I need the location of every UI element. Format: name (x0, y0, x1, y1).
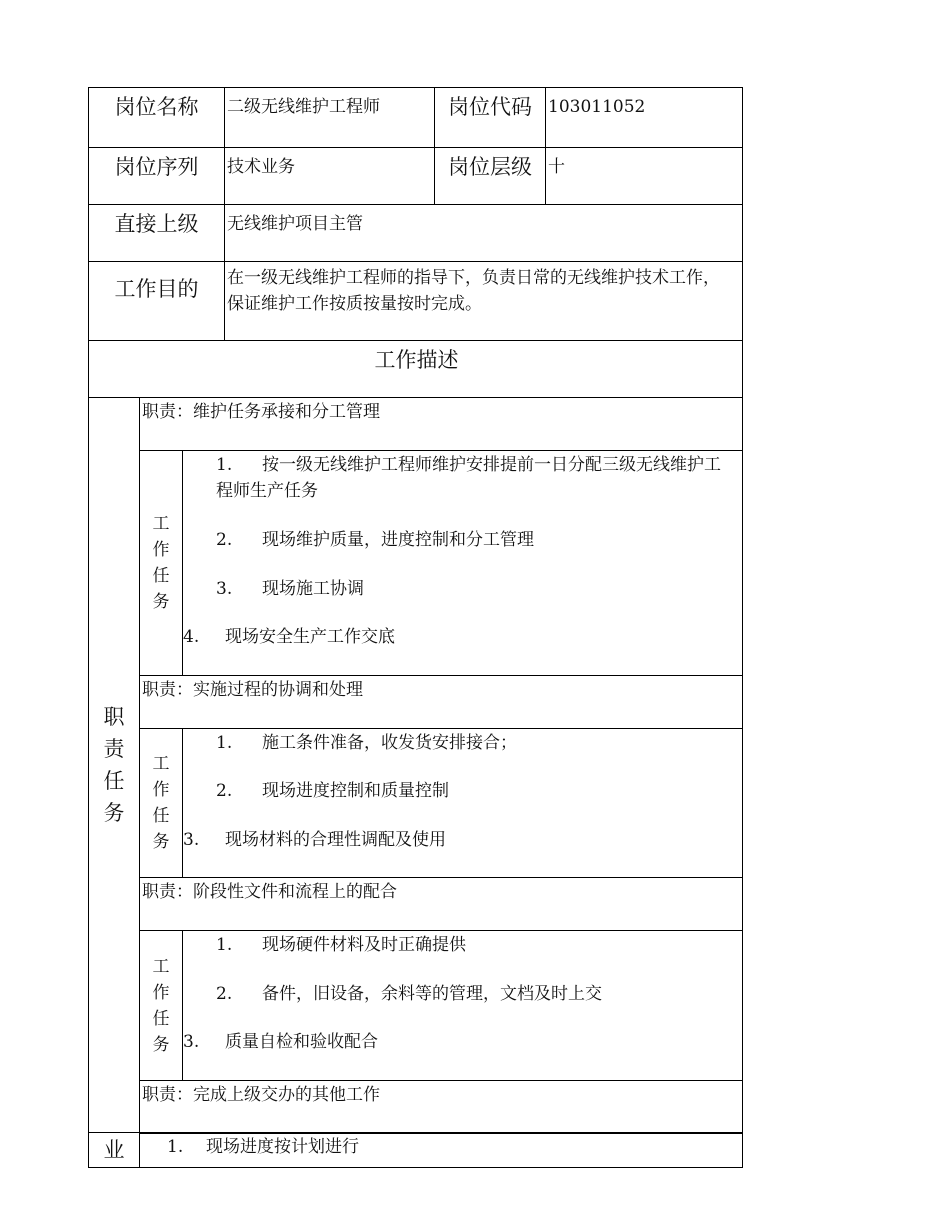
task-number: 3. (183, 830, 200, 850)
list-item (216, 527, 534, 553)
task-label-char: 务 (152, 1034, 170, 1055)
task-label-char: 作 (152, 540, 170, 560)
level-label: 岗位层级 (434, 147, 546, 205)
task-text: 按一级无线维护工程师维护安排提前一日分配三级无线维护工程师生产任务 (216, 455, 721, 501)
task-text: 现场维护质量，进度控制和分工管理 (262, 530, 534, 550)
list-item (167, 1134, 359, 1160)
duty-title: 职责：实施过程的协调和处理 (139, 675, 743, 729)
task-number: 3. (183, 1032, 200, 1052)
level-value: 十 (545, 147, 743, 205)
sequence-value: 技术业务 (224, 147, 435, 205)
task-text: 质量自检和验收配合 (225, 1032, 378, 1052)
performance-char: 业 (103, 1138, 125, 1162)
position-code-label: 岗位代码 (434, 87, 546, 148)
position-name-label: 岗位名称 (88, 87, 225, 148)
sequence-label: 岗位序列 (88, 147, 225, 205)
task-label (139, 728, 183, 878)
task-label-char: 任 (152, 806, 170, 826)
list-item (216, 778, 449, 804)
task-label-char: 作 (152, 780, 170, 800)
task-number: 1. (216, 455, 233, 475)
task-text: 现场材料的合理性调配及使用 (225, 830, 446, 850)
list-item (216, 452, 734, 504)
list-item (183, 827, 446, 853)
task-label-char: 务 (152, 832, 170, 852)
task-text: 现场硬件材料及时正确提供 (262, 935, 466, 955)
task-number: 2. (216, 984, 233, 1004)
task-text: 现场施工协调 (262, 579, 364, 599)
duty-section-char: 务 (103, 801, 125, 825)
duty-section-char: 任 (103, 769, 125, 793)
list-item (216, 932, 466, 958)
superior-value: 无线维护项目主管 (224, 204, 743, 262)
duty-section-label (88, 397, 140, 1133)
list-item (183, 624, 395, 650)
task-label (139, 930, 183, 1081)
position-code-value: 103011052 (545, 87, 743, 148)
duty-title: 职责：完成上级交办的其他工作 (139, 1080, 743, 1134)
task-label-char: 任 (152, 1008, 170, 1029)
task-number: 4. (183, 627, 200, 647)
task-number: 3. (216, 579, 233, 599)
task-text: 现场安全生产工作交底 (225, 627, 395, 647)
list-item (216, 730, 517, 756)
list-item (216, 981, 602, 1007)
task-number: 2. (216, 781, 233, 801)
position-name-value: 二级无线维护工程师 (224, 87, 435, 148)
performance-label (88, 1132, 140, 1168)
duty-section-char: 职 (103, 705, 125, 729)
task-text: 现场进度按计划进行 (206, 1137, 359, 1157)
task-number: 1. (216, 733, 233, 753)
purpose-value: 在一级无线维护工程师的指导下，负责日常的无线维护技术工作，保证维护工作按质按量按时完成。 (224, 261, 743, 341)
task-number: 1. (216, 935, 233, 955)
task-label-char: 务 (152, 592, 170, 612)
duty-title: 职责：维护任务承接和分工管理 (139, 397, 743, 451)
task-label-char: 工 (152, 956, 170, 977)
task-label-char: 任 (152, 566, 170, 586)
superior-label: 直接上级 (88, 204, 225, 262)
duty-title: 职责：阶段性文件和流程上的配合 (139, 877, 743, 931)
task-label-char: 工 (152, 754, 170, 774)
task-text: 施工条件准备，收发货安排接合； (262, 733, 517, 753)
task-label-char: 工 (152, 514, 170, 534)
duty-section-char: 责 (103, 737, 125, 761)
list-item (183, 1029, 378, 1055)
task-text: 现场进度控制和质量控制 (262, 781, 449, 801)
task-label (139, 450, 183, 676)
purpose-label: 工作目的 (88, 261, 225, 341)
task-text: 备件，旧设备，余料等的管理，文档及时上交 (262, 984, 602, 1004)
task-number: 2. (216, 530, 233, 550)
task-number: 1. (167, 1137, 184, 1157)
task-label-char: 作 (152, 982, 170, 1003)
description-title: 工作描述 (88, 340, 743, 398)
list-item (216, 576, 364, 602)
